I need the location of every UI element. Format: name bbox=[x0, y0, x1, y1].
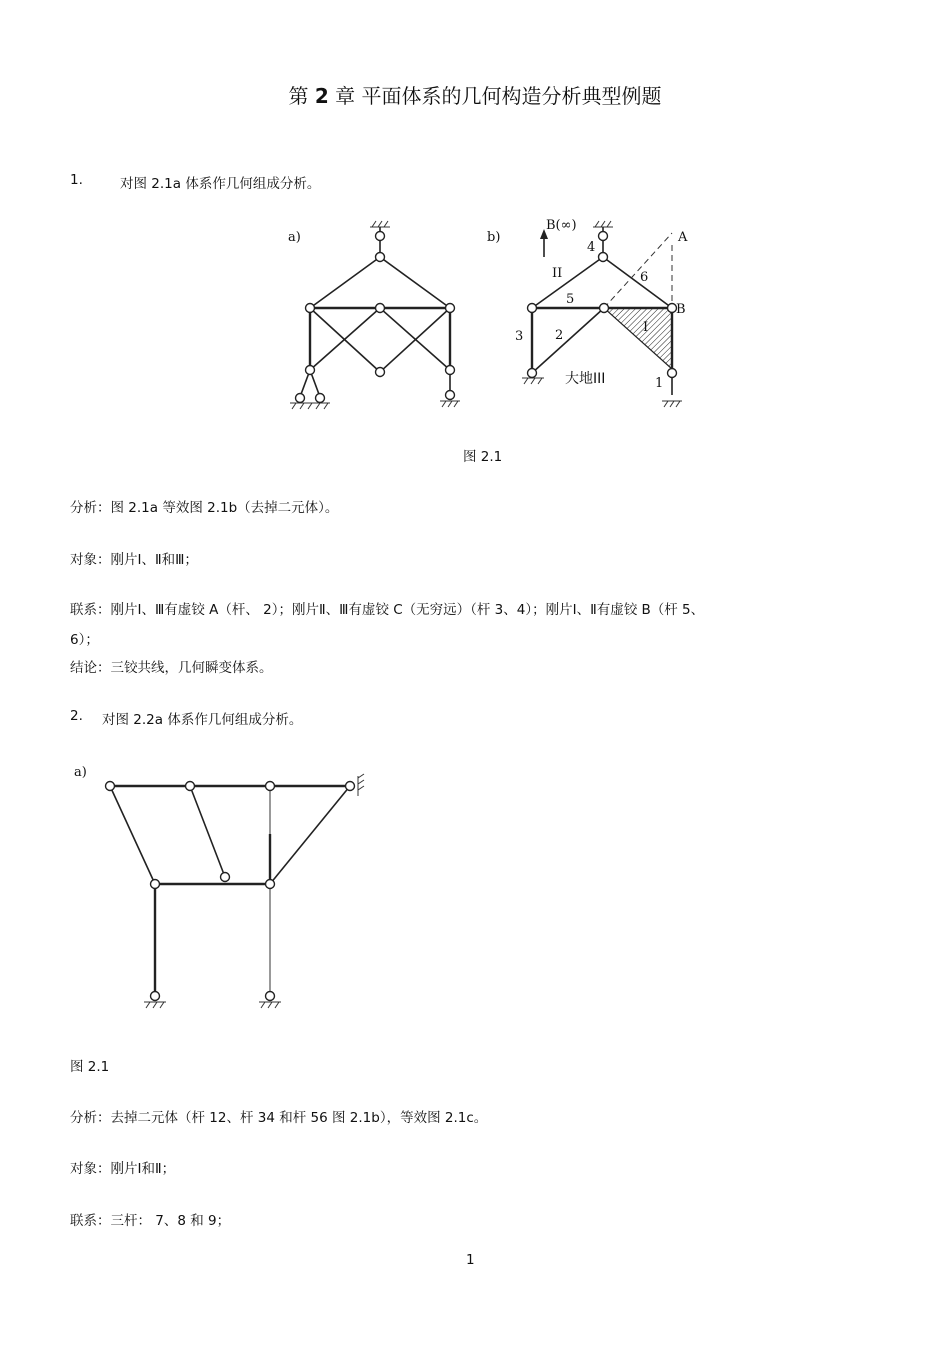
hinge bbox=[151, 880, 160, 889]
fig-a-label: a) bbox=[288, 230, 301, 245]
hinge bbox=[306, 366, 315, 375]
hinge bbox=[151, 992, 160, 1001]
hinge bbox=[376, 368, 385, 377]
q2-number: 2. bbox=[70, 708, 83, 724]
q1-conclusion: 结论：三铰共线，几何瞬变体系。 bbox=[70, 660, 273, 676]
page-number: 1 bbox=[466, 1252, 475, 1268]
hinge bbox=[668, 304, 677, 313]
q2-links: 联系：三杆： 7、8 和 9； bbox=[70, 1213, 231, 1229]
title-chapter-number: 2 bbox=[314, 84, 329, 108]
dashed-line-to-A bbox=[604, 233, 672, 308]
label-ground-III: 大地III bbox=[565, 371, 606, 387]
hinge bbox=[346, 782, 355, 791]
q1-links-line-2: 6）； bbox=[70, 632, 99, 648]
label-5: 5 bbox=[566, 292, 575, 307]
hinge bbox=[599, 253, 608, 262]
q1-number: 1. bbox=[70, 172, 83, 188]
label-B-infinity: B(∞) bbox=[546, 218, 577, 233]
label-II: II bbox=[552, 266, 563, 281]
hinge bbox=[306, 304, 315, 313]
hinge bbox=[266, 992, 275, 1001]
hinge bbox=[446, 304, 455, 313]
hinge bbox=[316, 394, 325, 403]
hinge bbox=[668, 369, 677, 378]
q1-text: 对图 2.1a 体系作几何组成分析。 bbox=[120, 176, 321, 192]
figure-2-1a bbox=[280, 215, 480, 415]
hinge bbox=[266, 880, 275, 889]
hinge bbox=[446, 391, 455, 400]
q1-links-line-1: 联系：刚片Ⅰ、Ⅲ有虚铰 A（杆、 2）；刚片Ⅱ、Ⅲ有虚铰 C（无穷远）（杆 3、4）；刚片Ⅰ、Ⅱ有虚铰 B（杆 5、 bbox=[70, 602, 705, 618]
title-prefix: 第 bbox=[288, 84, 309, 108]
hinge bbox=[221, 873, 230, 882]
label-I: I bbox=[643, 320, 649, 335]
hinge bbox=[186, 782, 195, 791]
figure-caption-2: 图 2.1 bbox=[70, 1059, 110, 1075]
label-B: B bbox=[676, 302, 686, 317]
figure-2-1b bbox=[480, 215, 700, 415]
figure-caption-1: 图 2.1 bbox=[463, 449, 503, 465]
hinge bbox=[600, 304, 609, 313]
q2-objects: 对象：刚片Ⅰ和Ⅱ； bbox=[70, 1161, 176, 1177]
hinge bbox=[376, 253, 385, 262]
label-3: 3 bbox=[515, 329, 524, 344]
hinge bbox=[376, 304, 385, 313]
hinge bbox=[296, 394, 305, 403]
label-6: 6 bbox=[640, 270, 649, 285]
q2-text: 对图 2.2a 体系作几何组成分析。 bbox=[102, 712, 303, 728]
q1-objects: 对象：刚片Ⅰ、Ⅱ和Ⅲ； bbox=[70, 552, 198, 568]
hinge bbox=[446, 366, 455, 375]
hinge bbox=[528, 304, 537, 313]
label-1: 1 bbox=[655, 376, 664, 391]
hinge bbox=[106, 782, 115, 791]
hinge bbox=[266, 782, 275, 791]
fig-2-2a-label: a) bbox=[74, 765, 87, 780]
label-4: 4 bbox=[587, 240, 596, 255]
hinge bbox=[599, 232, 608, 241]
fig-b-label: b) bbox=[487, 230, 501, 245]
label-A: A bbox=[678, 230, 688, 245]
figure-2-2a bbox=[70, 758, 380, 1018]
rigid-body-I bbox=[604, 308, 672, 369]
hinge bbox=[376, 232, 385, 241]
chapter-title bbox=[0, 80, 950, 109]
q1-analysis: 分析：图 2.1a 等效图 2.1b（去掉二元体）。 bbox=[70, 500, 339, 516]
label-2: 2 bbox=[555, 328, 564, 343]
hinge bbox=[528, 369, 537, 378]
q2-analysis: 分析：去掉二元体（杆 12、杆 34 和杆 56 图 2.1b），等效图 2.1c。 bbox=[70, 1110, 488, 1126]
title-rest: 章 平面体系的几何构造分析典型例题 bbox=[335, 84, 662, 108]
